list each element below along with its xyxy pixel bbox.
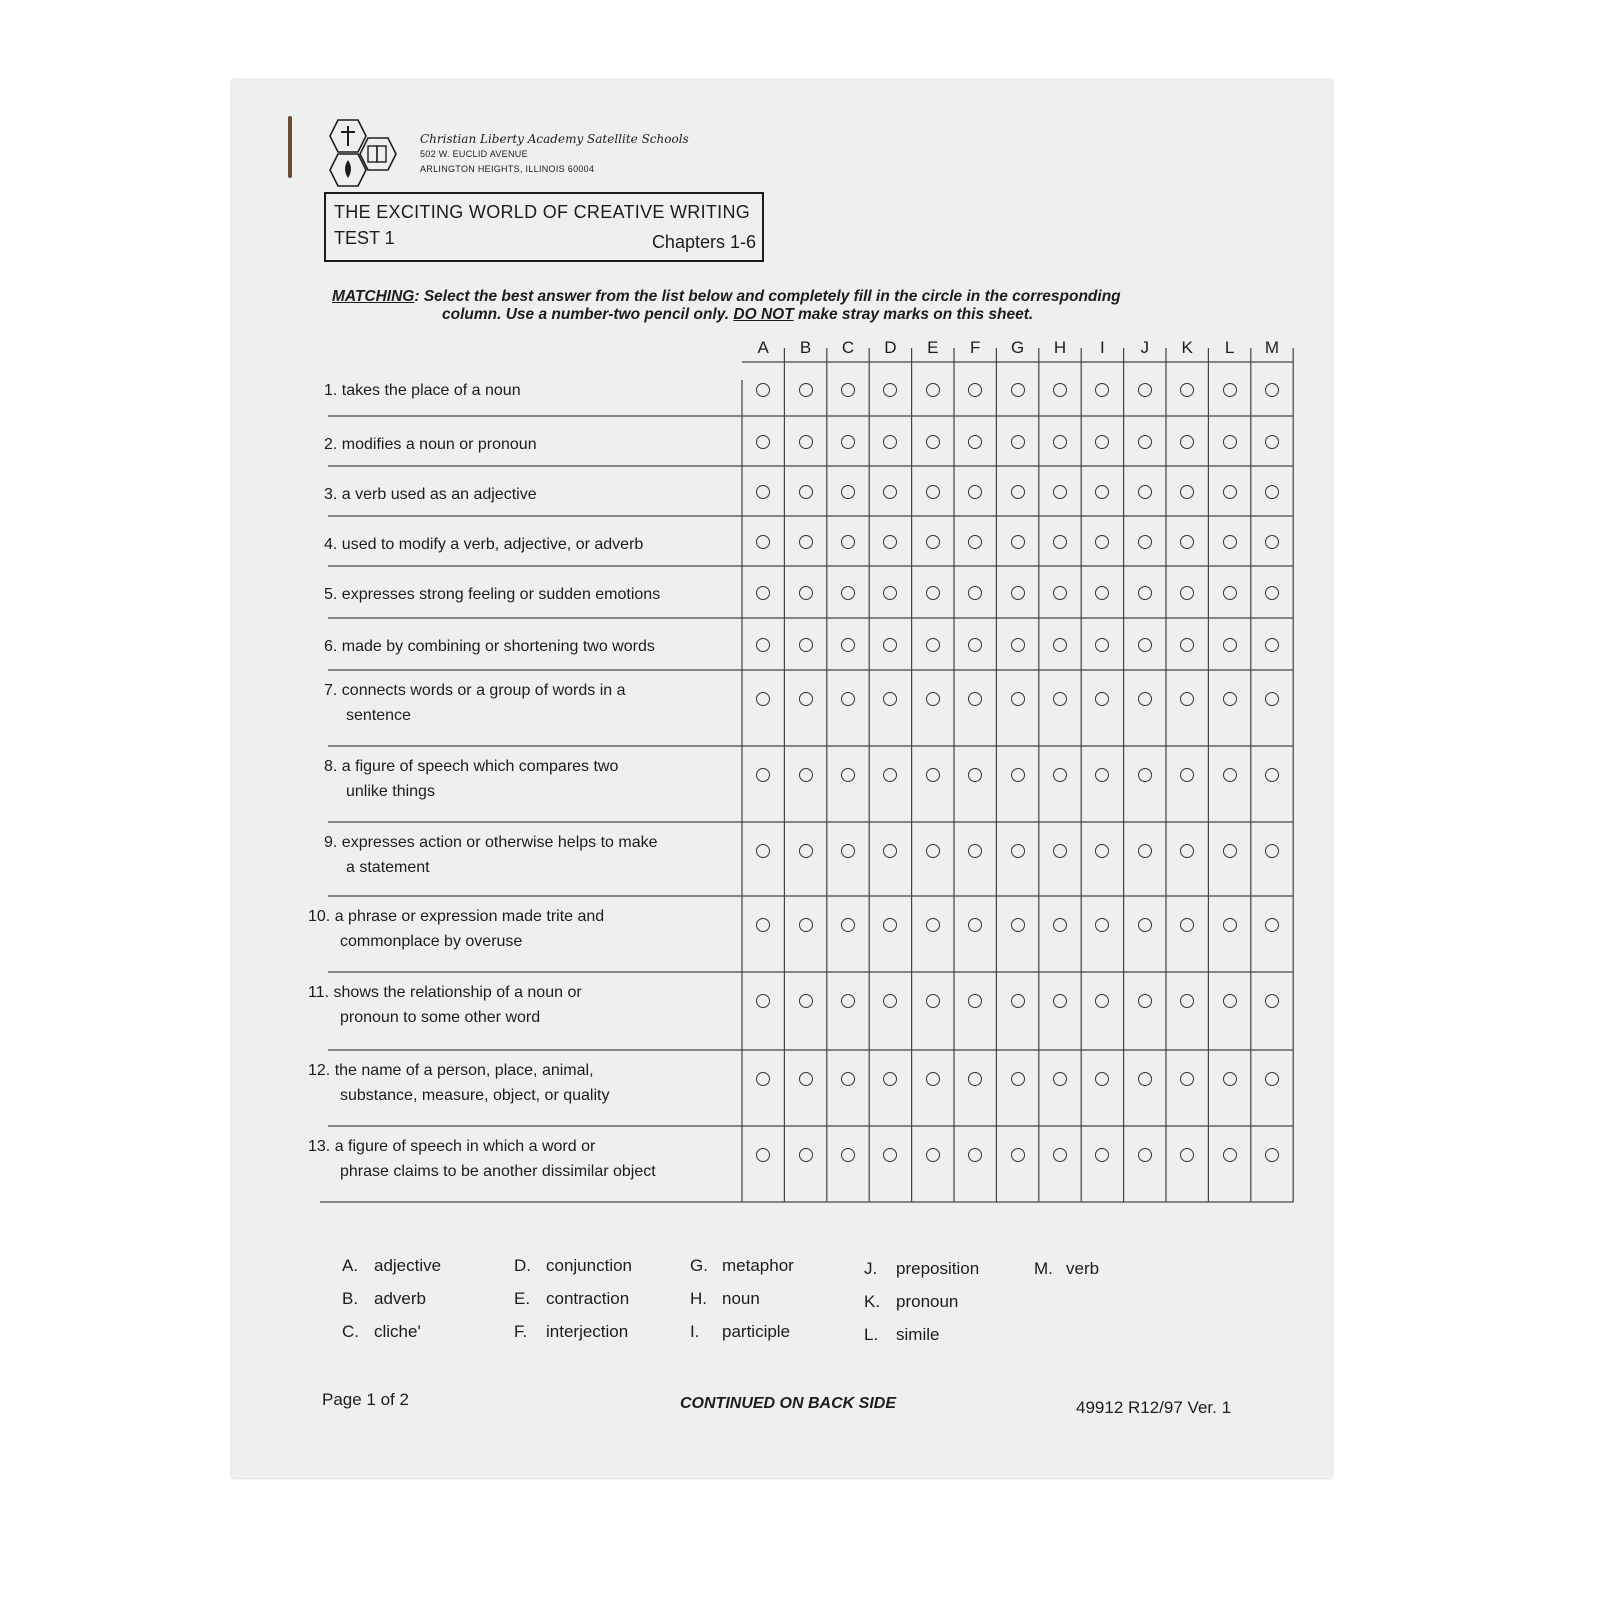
choice-word: adjective — [374, 1256, 442, 1275]
choice-noun — [690, 1289, 760, 1309]
answer-bubble-q9-j[interactable] — [1138, 844, 1152, 858]
answer-bubble-q1-e[interactable] — [926, 383, 940, 397]
answer-bubble-q13-g[interactable] — [1011, 1148, 1025, 1162]
column-header-b: B — [799, 338, 812, 357]
column-header-m: M — [1264, 338, 1280, 357]
answer-bubble-q1-g[interactable] — [1011, 383, 1025, 397]
answer-bubble-q11-a[interactable] — [756, 994, 770, 1008]
column-header-f: F — [969, 338, 981, 357]
answer-bubble-q2-l[interactable] — [1223, 435, 1237, 449]
choice-contraction — [514, 1289, 629, 1309]
answer-bubble-q5-b[interactable] — [799, 586, 813, 600]
answer-bubble-q6-k[interactable] — [1180, 638, 1194, 652]
answer-bubble-q10-f[interactable] — [968, 918, 982, 932]
title-box — [324, 192, 764, 262]
answer-bubble-q8-h[interactable] — [1053, 768, 1067, 782]
choice-word: contraction — [546, 1289, 630, 1308]
staple-mark — [288, 116, 292, 178]
answer-bubble-q3-m[interactable] — [1265, 485, 1279, 499]
choice-letter: E. — [514, 1289, 531, 1308]
column-header-a: A — [757, 338, 769, 357]
answer-bubble-q2-d[interactable] — [883, 435, 897, 449]
answer-bubble-q2-m[interactable] — [1265, 435, 1279, 449]
question-8 — [324, 754, 754, 804]
answer-bubble-q1-i[interactable] — [1095, 383, 1109, 397]
answer-bubble-q11-m[interactable] — [1265, 994, 1279, 1008]
question-number: 2. — [324, 436, 338, 453]
answer-bubble-q6-e[interactable] — [926, 638, 940, 652]
answer-bubble-q2-h[interactable] — [1053, 435, 1067, 449]
answer-bubble-q2-a[interactable] — [756, 435, 770, 449]
answer-bubble-q10-g[interactable] — [1011, 918, 1025, 932]
choice-adverb — [342, 1289, 426, 1309]
question-text: used to modify a verb, adjective, or adverb — [341, 536, 644, 553]
question-9 — [324, 830, 754, 880]
question-12 — [308, 1058, 738, 1108]
answer-bubble-q3-f[interactable] — [968, 485, 982, 499]
question-number: 9. — [324, 834, 338, 851]
choice-participle — [690, 1322, 790, 1342]
answer-bubble-q7-a[interactable] — [756, 692, 770, 706]
answer-bubble-q13-k[interactable] — [1180, 1148, 1194, 1162]
choice-letter: B. — [342, 1289, 359, 1308]
answer-bubble-q8-g[interactable] — [1011, 768, 1025, 782]
answer-bubble-q9-a[interactable] — [756, 844, 770, 858]
instructions-text-1: : Select the best answer from the list below and completely fill in the circle in the corresponding — [414, 288, 1121, 305]
choice-word: preposition — [896, 1259, 980, 1278]
question-4 — [324, 532, 754, 557]
answer-bubble-q5-d[interactable] — [883, 586, 897, 600]
answer-bubble-q5-h[interactable] — [1053, 586, 1067, 600]
answer-bubble-q13-h[interactable] — [1053, 1148, 1067, 1162]
answer-bubble-q5-l[interactable] — [1223, 586, 1237, 600]
answer-bubble-q10-d[interactable] — [883, 918, 897, 932]
answer-bubble-q13-j[interactable] — [1138, 1148, 1152, 1162]
answer-bubble-q1-m[interactable] — [1265, 383, 1279, 397]
answer-bubble-q7-i[interactable] — [1095, 692, 1109, 706]
answer-bubble-q9-b[interactable] — [799, 844, 813, 858]
answer-bubble-q7-j[interactable] — [1138, 692, 1152, 706]
answer-bubble-q8-b[interactable] — [799, 768, 813, 782]
answer-bubble-q6-a[interactable] — [756, 638, 770, 652]
answer-bubble-q6-l[interactable] — [1223, 638, 1237, 652]
answer-bubble-q9-f[interactable] — [968, 844, 982, 858]
answer-bubble-q9-h[interactable] — [1053, 844, 1067, 858]
answer-bubble-q8-i[interactable] — [1095, 768, 1109, 782]
answer-bubble-q10-h[interactable] — [1053, 918, 1067, 932]
answer-bubble-q13-d[interactable] — [883, 1148, 897, 1162]
answer-bubble-q6-d[interactable] — [883, 638, 897, 652]
question-text-continued: phrase claims to be another dissimilar object — [340, 1163, 656, 1180]
answer-bubble-q13-c[interactable] — [841, 1148, 855, 1162]
answer-bubble-q2-j[interactable] — [1138, 435, 1152, 449]
answer-bubble-q10-j[interactable] — [1138, 918, 1152, 932]
question-number: 5. — [324, 586, 338, 603]
answer-bubble-q3-a[interactable] — [756, 485, 770, 499]
answer-bubble-q12-a[interactable] — [756, 1072, 770, 1086]
question-text: a figure of speech in which a word or — [334, 1138, 596, 1155]
question-text: the name of a person, place, animal, — [334, 1062, 594, 1079]
choice-word: simile — [896, 1325, 940, 1344]
choice-word: adverb — [374, 1289, 426, 1308]
answer-bubble-q4-h[interactable] — [1053, 535, 1067, 549]
column-header-d: D — [884, 338, 897, 357]
answer-bubble-q7-m[interactable] — [1265, 692, 1279, 706]
choice-word: cliche' — [374, 1322, 421, 1341]
answer-bubble-q5-i[interactable] — [1095, 586, 1109, 600]
answer-bubble-q10-e[interactable] — [926, 918, 940, 932]
answer-bubble-q10-k[interactable] — [1180, 918, 1194, 932]
answer-bubble-q5-g[interactable] — [1011, 586, 1025, 600]
question-number: 11. — [308, 984, 330, 1001]
answer-bubble-q7-l[interactable] — [1223, 692, 1237, 706]
answer-bubble-q4-b[interactable] — [799, 535, 813, 549]
answer-bubble-q8-l[interactable] — [1223, 768, 1237, 782]
column-header-h: H — [1053, 338, 1067, 357]
answer-bubble-q11-j[interactable] — [1138, 994, 1152, 1008]
question-number: 3. — [324, 486, 338, 503]
answer-bubble-q7-g[interactable] — [1011, 692, 1025, 706]
answer-bubble-q13-i[interactable] — [1095, 1148, 1109, 1162]
answer-bubble-q4-k[interactable] — [1180, 535, 1194, 549]
question-number: 12. — [308, 1062, 331, 1079]
answer-bubble-q3-l[interactable] — [1223, 485, 1237, 499]
answer-bubble-q10-a[interactable] — [756, 918, 770, 932]
answer-bubble-q12-h[interactable] — [1053, 1072, 1067, 1086]
answer-bubble-q3-g[interactable] — [1011, 485, 1025, 499]
answer-bubble-q13-m[interactable] — [1265, 1148, 1279, 1162]
answer-bubble-q7-d[interactable] — [883, 692, 897, 706]
test-number: TEST 1 — [334, 228, 395, 248]
answer-bubble-q3-k[interactable] — [1180, 485, 1194, 499]
answer-bubble-q1-c[interactable] — [841, 383, 855, 397]
answer-bubble-q6-c[interactable] — [841, 638, 855, 652]
answer-bubble-q4-g[interactable] — [1011, 535, 1025, 549]
answer-bubble-q2-g[interactable] — [1011, 435, 1025, 449]
answer-bubble-q10-l[interactable] — [1223, 918, 1237, 932]
answer-bubble-q8-e[interactable] — [926, 768, 940, 782]
matching-label: MATCHING — [332, 288, 415, 305]
question-text: a verb used as an adjective — [341, 486, 537, 503]
answer-bubble-q10-m[interactable] — [1265, 918, 1279, 932]
choice-adjective — [342, 1256, 441, 1276]
question-text: made by combining or shortening two words — [341, 638, 655, 655]
matching-instructions — [332, 288, 1282, 324]
answer-bubble-q5-k[interactable] — [1180, 586, 1194, 600]
column-header-k: K — [1181, 338, 1193, 357]
answer-bubble-q4-e[interactable] — [926, 535, 940, 549]
answer-bubble-q4-c[interactable] — [841, 535, 855, 549]
choice-letter: J. — [864, 1259, 878, 1278]
question-10 — [308, 904, 738, 954]
answer-bubble-q13-e[interactable] — [926, 1148, 940, 1162]
question-text-continued: substance, measure, object, or quality — [340, 1087, 610, 1104]
answer-bubble-q2-f[interactable] — [968, 435, 982, 449]
question-number: 4. — [324, 536, 338, 553]
answer-bubble-q6-i[interactable] — [1095, 638, 1109, 652]
answer-bubble-q10-c[interactable] — [841, 918, 855, 932]
question-text: takes the place of a noun — [341, 382, 521, 399]
answer-bubble-q8-f[interactable] — [968, 768, 982, 782]
choice-letter: I. — [690, 1322, 700, 1341]
answer-bubble-q6-f[interactable] — [968, 638, 982, 652]
choice-interjection — [514, 1322, 628, 1342]
answer-bubble-q12-m[interactable] — [1265, 1072, 1279, 1086]
question-text: a phrase or expression made trite and — [334, 908, 605, 925]
school-address-1: 502 W. EUCLID AVENUE — [420, 149, 528, 159]
question-text-continued: pronoun to some other word — [340, 1009, 541, 1026]
answer-bubble-q1-a[interactable] — [756, 383, 770, 397]
do-not-emphasis: DO NOT — [733, 306, 794, 323]
question-number: 7. — [324, 682, 338, 699]
choice-letter: G. — [690, 1256, 708, 1275]
choice-letter: K. — [864, 1292, 881, 1311]
question-number: 10. — [308, 908, 331, 925]
answer-bubble-q4-a[interactable] — [756, 535, 770, 549]
choice-simile — [864, 1325, 939, 1345]
question-text: connects words or a group of words in a — [341, 682, 626, 699]
answer-bubble-q8-k[interactable] — [1180, 768, 1194, 782]
question-text: modifies a noun or pronoun — [341, 436, 537, 453]
answer-bubble-q11-k[interactable] — [1180, 994, 1194, 1008]
answer-bubble-q13-l[interactable] — [1223, 1148, 1237, 1162]
answer-bubble-q11-l[interactable] — [1223, 994, 1237, 1008]
answer-bubble-q3-d[interactable] — [883, 485, 897, 499]
answer-bubble-q8-a[interactable] — [756, 768, 770, 782]
answer-bubble-q8-m[interactable] — [1265, 768, 1279, 782]
answer-bubble-q8-j[interactable] — [1138, 768, 1152, 782]
question-number: 1. — [324, 382, 338, 399]
answer-bubble-q9-i[interactable] — [1095, 844, 1109, 858]
answer-bubble-q7-e[interactable] — [926, 692, 940, 706]
choice-word: metaphor — [722, 1256, 794, 1275]
answer-bubble-q7-f[interactable] — [968, 692, 982, 706]
question-1 — [324, 378, 754, 403]
column-header-e: E — [927, 338, 939, 357]
answer-bubble-q12-c[interactable] — [841, 1072, 855, 1086]
answer-bubble-q11-c[interactable] — [841, 994, 855, 1008]
column-header-l: L — [1224, 338, 1235, 357]
answer-bubble-q5-f[interactable] — [968, 586, 982, 600]
question-text-continued: unlike things — [346, 783, 435, 800]
question-7 — [324, 678, 754, 728]
answer-bubble-q7-k[interactable] — [1180, 692, 1194, 706]
choice-word: verb — [1066, 1259, 1100, 1278]
answer-bubble-q11-e[interactable] — [926, 994, 940, 1008]
school-logo-icon — [324, 118, 408, 188]
answer-bubble-q1-k[interactable] — [1180, 383, 1194, 397]
question-2 — [324, 432, 754, 457]
form-code: 49912 R12/97 Ver. 1 — [1076, 1398, 1232, 1417]
test-title: THE EXCITING WORLD OF CREATIVE WRITING — [334, 202, 751, 222]
answer-bubble-q9-d[interactable] — [883, 844, 897, 858]
answer-bubble-q1-d[interactable] — [883, 383, 897, 397]
answer-bubble-q6-b[interactable] — [799, 638, 813, 652]
answer-bubble-q6-g[interactable] — [1011, 638, 1025, 652]
test-chapters: Chapters 1-6 — [651, 232, 756, 252]
choice-letter: L. — [864, 1325, 879, 1344]
continued-note: CONTINUED ON BACK SIDE — [680, 1395, 897, 1412]
choice-letter: M. — [1034, 1259, 1053, 1278]
answer-bubble-q1-f[interactable] — [968, 383, 982, 397]
answer-bubble-q4-l[interactable] — [1223, 535, 1237, 549]
answer-bubble-q12-j[interactable] — [1138, 1072, 1152, 1086]
answer-bubble-q9-l[interactable] — [1223, 844, 1237, 858]
answer-bubble-q13-f[interactable] — [968, 1148, 982, 1162]
answer-bubble-q6-m[interactable] — [1265, 638, 1279, 652]
answer-bubble-q7-b[interactable] — [799, 692, 813, 706]
answer-bubble-q4-j[interactable] — [1138, 535, 1152, 549]
answer-bubble-q2-k[interactable] — [1180, 435, 1194, 449]
answer-bubble-q4-m[interactable] — [1265, 535, 1279, 549]
answer-bubble-q6-j[interactable] — [1138, 638, 1152, 652]
page-number: Page 1 of 2 — [322, 1390, 409, 1409]
question-text-continued: sentence — [346, 707, 411, 724]
school-address-2: ARLINGTON HEIGHTS, ILLINOIS 60004 — [420, 164, 595, 174]
question-number: 8. — [324, 758, 338, 775]
answer-bubble-q2-b[interactable] — [799, 435, 813, 449]
choice-word: noun — [722, 1289, 760, 1308]
answer-bubble-q12-f[interactable] — [968, 1072, 982, 1086]
answer-bubble-q1-h[interactable] — [1053, 383, 1067, 397]
answer-bubble-q9-c[interactable] — [841, 844, 855, 858]
answer-bubble-q13-a[interactable] — [756, 1148, 770, 1162]
column-header-g: G — [1010, 338, 1025, 357]
question-text-continued: a statement — [346, 859, 430, 876]
choice-pronoun — [864, 1292, 958, 1312]
answer-bubble-q11-h[interactable] — [1053, 994, 1067, 1008]
answer-bubble-q6-h[interactable] — [1053, 638, 1067, 652]
answer-bubble-q3-h[interactable] — [1053, 485, 1067, 499]
answer-bubble-q11-g[interactable] — [1011, 994, 1025, 1008]
answer-bubble-q9-e[interactable] — [926, 844, 940, 858]
choice-preposition — [864, 1259, 979, 1279]
question-number: 6. — [324, 638, 338, 655]
school-info — [420, 132, 689, 177]
answer-bubble-q5-c[interactable] — [841, 586, 855, 600]
answer-bubble-q7-c[interactable] — [841, 692, 855, 706]
choice-letter: C. — [342, 1322, 359, 1341]
instructions-text-2b: make stray marks on this sheet. — [793, 306, 1034, 323]
answer-bubble-q11-b[interactable] — [799, 994, 813, 1008]
column-header-c: C — [841, 338, 855, 357]
answer-bubble-q4-d[interactable] — [883, 535, 897, 549]
school-name: Christian Liberty Academy Satellite Schools — [420, 132, 689, 146]
question-text: expresses strong feeling or sudden emotions — [341, 586, 661, 603]
answer-bubble-q9-m[interactable] — [1265, 844, 1279, 858]
choice-metaphor — [690, 1256, 794, 1276]
answer-bubble-q12-e[interactable] — [926, 1072, 940, 1086]
choice-conjunction — [514, 1256, 632, 1276]
question-3 — [324, 482, 754, 507]
column-header-i: I — [1100, 338, 1105, 357]
choice-letter: D. — [514, 1256, 531, 1275]
choice-letter: F. — [514, 1322, 528, 1341]
answer-bubble-q5-j[interactable] — [1138, 586, 1152, 600]
choice-letter: H. — [690, 1289, 707, 1308]
answer-bubble-q3-e[interactable] — [926, 485, 940, 499]
answer-bubble-q12-g[interactable] — [1011, 1072, 1025, 1086]
answer-bubble-q7-h[interactable] — [1053, 692, 1067, 706]
answer-bubble-q10-i[interactable] — [1095, 918, 1109, 932]
answer-bubble-q2-e[interactable] — [926, 435, 940, 449]
answer-bubble-q5-e[interactable] — [926, 586, 940, 600]
test-sheet — [232, 80, 1332, 1478]
question-text: a figure of speech which compares two — [341, 758, 619, 775]
answer-bubble-q8-c[interactable] — [841, 768, 855, 782]
question-text: expresses action or otherwise helps to make — [341, 834, 658, 851]
answer-bubble-q13-b[interactable] — [799, 1148, 813, 1162]
instructions-text-2a: column. Use a number-two pencil only. — [442, 306, 734, 323]
answer-bubble-q9-g[interactable] — [1011, 844, 1025, 858]
answer-bubble-q12-b[interactable] — [799, 1072, 813, 1086]
question-text: shows the relationship of a noun or — [333, 984, 582, 1001]
choice-verb — [1034, 1259, 1099, 1279]
answer-bubble-q5-m[interactable] — [1265, 586, 1279, 600]
answer-bubble-q3-b[interactable] — [799, 485, 813, 499]
choice-word: participle — [722, 1322, 791, 1341]
answer-bubble-q12-k[interactable] — [1180, 1072, 1194, 1086]
answer-bubble-q12-l[interactable] — [1223, 1072, 1237, 1086]
answer-bubble-q3-c[interactable] — [841, 485, 855, 499]
question-13 — [308, 1134, 738, 1184]
answer-bubble-q9-k[interactable] — [1180, 844, 1194, 858]
question-11 — [308, 980, 738, 1030]
choice-cliche — [342, 1322, 421, 1342]
question-number: 13. — [308, 1138, 331, 1155]
answer-bubble-q3-i[interactable] — [1095, 485, 1109, 499]
answer-bubble-q10-b[interactable] — [799, 918, 813, 932]
answer-bubble-q2-i[interactable] — [1095, 435, 1109, 449]
answer-bubble-q8-d[interactable] — [883, 768, 897, 782]
choice-letter: A. — [342, 1256, 359, 1275]
answer-bubble-q2-c[interactable] — [841, 435, 855, 449]
answer-bubble-q11-d[interactable] — [883, 994, 897, 1008]
answer-bubble-q1-j[interactable] — [1138, 383, 1152, 397]
answer-bubble-q11-i[interactable] — [1095, 994, 1109, 1008]
answer-bubble-q4-i[interactable] — [1095, 535, 1109, 549]
answer-bubble-q3-j[interactable] — [1138, 485, 1152, 499]
choice-word: conjunction — [546, 1256, 633, 1275]
answer-bubble-q11-f[interactable] — [968, 994, 982, 1008]
answer-bubble-q5-a[interactable] — [756, 586, 770, 600]
question-text-continued: commonplace by overuse — [340, 933, 523, 950]
question-6 — [324, 634, 754, 659]
answer-bubble-q1-l[interactable] — [1223, 383, 1237, 397]
answer-bubble-q12-d[interactable] — [883, 1072, 897, 1086]
column-header-j: J — [1140, 338, 1150, 357]
answer-bubble-q12-i[interactable] — [1095, 1072, 1109, 1086]
choice-word: interjection — [546, 1322, 629, 1341]
choice-word: pronoun — [896, 1292, 959, 1311]
question-5 — [324, 582, 754, 607]
answer-bubble-q1-b[interactable] — [799, 383, 813, 397]
answer-bubble-q4-f[interactable] — [968, 535, 982, 549]
